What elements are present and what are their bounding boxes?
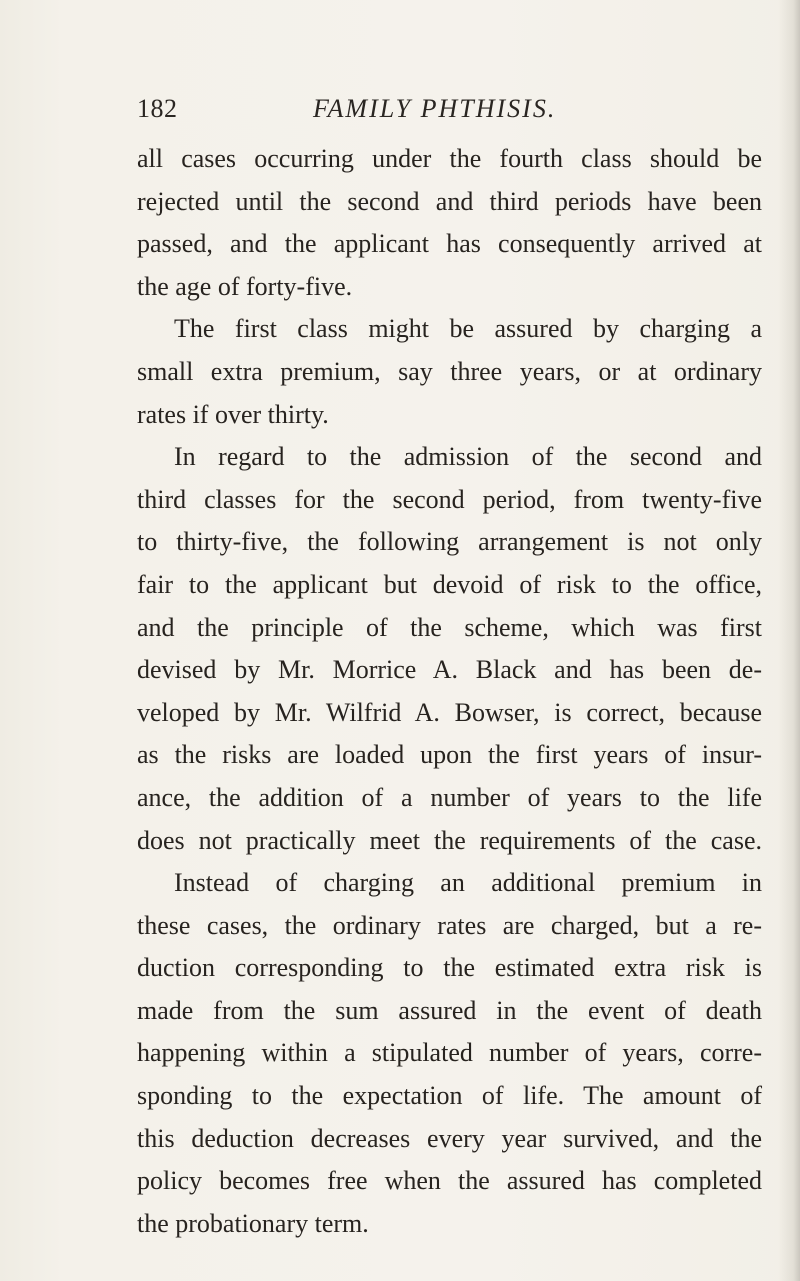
running-title: FAMILY PHTHISIS. — [313, 94, 557, 123]
text-line: In regard to the admission of the second and — [174, 442, 762, 472]
text-line: this deduction decreases every year survived, and the — [137, 1123, 762, 1153]
text-line: rates if over thirty. — [137, 399, 329, 429]
text-line: veloped by Mr. Wilfrid A. Bowser, is correct, because — [137, 697, 762, 727]
text-line: devised by Mr. Morrice A. Black and has been de- — [137, 655, 762, 685]
text-line: passed, and the applicant has consequently arrived at — [137, 229, 762, 259]
text-line: made from the sum assured in the event of death — [137, 995, 762, 1025]
text-line: fair to the applicant but devoid of risk to the office, — [137, 569, 762, 599]
body-text — [137, 138, 762, 1245]
text-line: rejected until the second and third periods have been — [137, 186, 762, 216]
text-line: policy becomes free when the assured has completed — [137, 1166, 762, 1196]
text-line: happening within a stipulated number of years, corre- — [137, 1038, 762, 1068]
page-edge-shadow — [778, 0, 800, 1281]
text-line: third classes for the second period, from twenty-five — [137, 484, 762, 514]
text-line: all cases occurring under the fourth class should be — [137, 144, 762, 173]
text-line: sponding to the expectation of life. The amount of — [137, 1081, 762, 1111]
text-line: small extra premium, say three years, or at ordinary — [137, 356, 762, 386]
text-line: Instead of charging an additional premium in — [174, 868, 762, 898]
text-line: The first class might be assured by charging a — [174, 314, 762, 344]
page-header — [137, 88, 777, 128]
text-line: these cases, the ordinary rates are charged, but a re- — [137, 910, 762, 940]
page-number: 182 — [137, 94, 178, 123]
text-line: and the principle of the scheme, which was first — [137, 612, 762, 642]
text-line: to thirty-five, the following arrangement is not only — [137, 527, 762, 557]
text-line: does not practically meet the requirements of the case. — [137, 825, 762, 855]
text-line: duction corresponding to the estimated extra risk is — [137, 953, 762, 983]
text-line: the probationary term. — [137, 1208, 369, 1238]
text-line: the age of forty-five. — [137, 271, 353, 301]
text-line: as the risks are loaded upon the first years of insur- — [137, 740, 762, 770]
text-line: ance, the addition of a number of years to the life — [137, 782, 762, 812]
